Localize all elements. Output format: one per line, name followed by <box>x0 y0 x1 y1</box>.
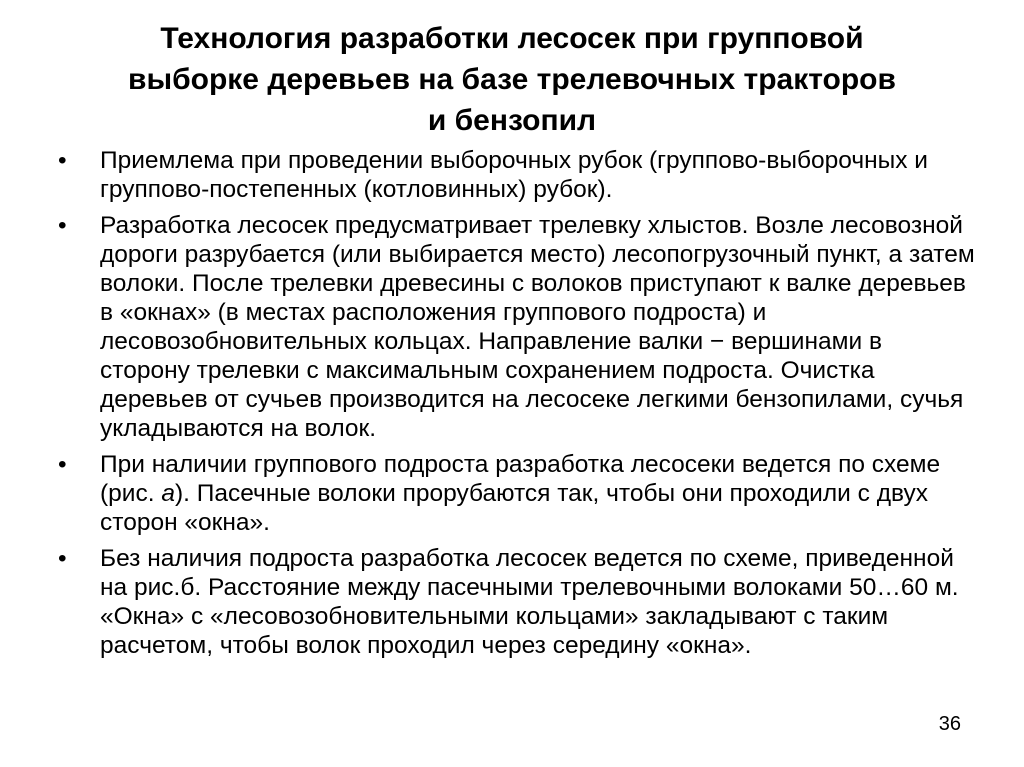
bullet-text-part: При наличии группового подроста разработка лесосеки ведется по схеме (рис. <box>100 451 941 507</box>
page-number: 36 <box>938 713 961 735</box>
bullet-text-part: ). Пасечные волоки прорубаются так, чтобы они проходили с двух сторон «окна». <box>100 480 928 536</box>
slide-title: Технология разработки лесосек при групповой выборке деревьев на базе трелевочных тракторов и бензопил <box>128 22 896 137</box>
bullet-text <box>100 450 978 537</box>
bullet-icon: • <box>58 212 67 239</box>
list-item <box>58 211 978 443</box>
bullet-icon: • <box>58 147 67 174</box>
bullet-text-part: Разработка лесосек предусматривает трелевку хлыстов. Возле лесовозной дороги разрубается (или выбирается место) лесопогрузочный пункт, а затем волоки. После трелевки древесины с волоков приступают к валке деревьев в «окнах» (в местах расположения группового подроста) и лесовозобновительных кольцах. Направление валки − вершинами в сторону трелевки с максимальным сохранением подроста. Очистка деревьев от сучьев производится на лесосеке легкими бензопилами, сучья укладываются на волок. <box>100 212 975 442</box>
bullet-icon: • <box>58 451 67 478</box>
bullet-text <box>100 211 978 443</box>
figure-letter: а <box>161 480 175 507</box>
list-item <box>58 146 978 204</box>
bullet-text-part: Приемлема при проведении выборочных рубок (группово-выборочных и группово-постепенных (котловинных) рубок). <box>100 147 928 203</box>
bullet-icon: • <box>58 545 67 572</box>
list-item <box>58 544 978 660</box>
bullet-text <box>100 544 978 660</box>
bullet-text <box>100 146 978 204</box>
bullet-text-part: Без наличия подроста разработка лесосек ведется по схеме, приведенной на рис.б. Расстояние между пасечными трелевочными волоками 50…60 м. «Окна» с «лесовозобновительными кольцами» закладывают с таким расчетом, чтобы волок проходил через середину «окна». <box>100 545 959 659</box>
list-item <box>58 450 978 537</box>
bullet-list <box>58 146 978 667</box>
